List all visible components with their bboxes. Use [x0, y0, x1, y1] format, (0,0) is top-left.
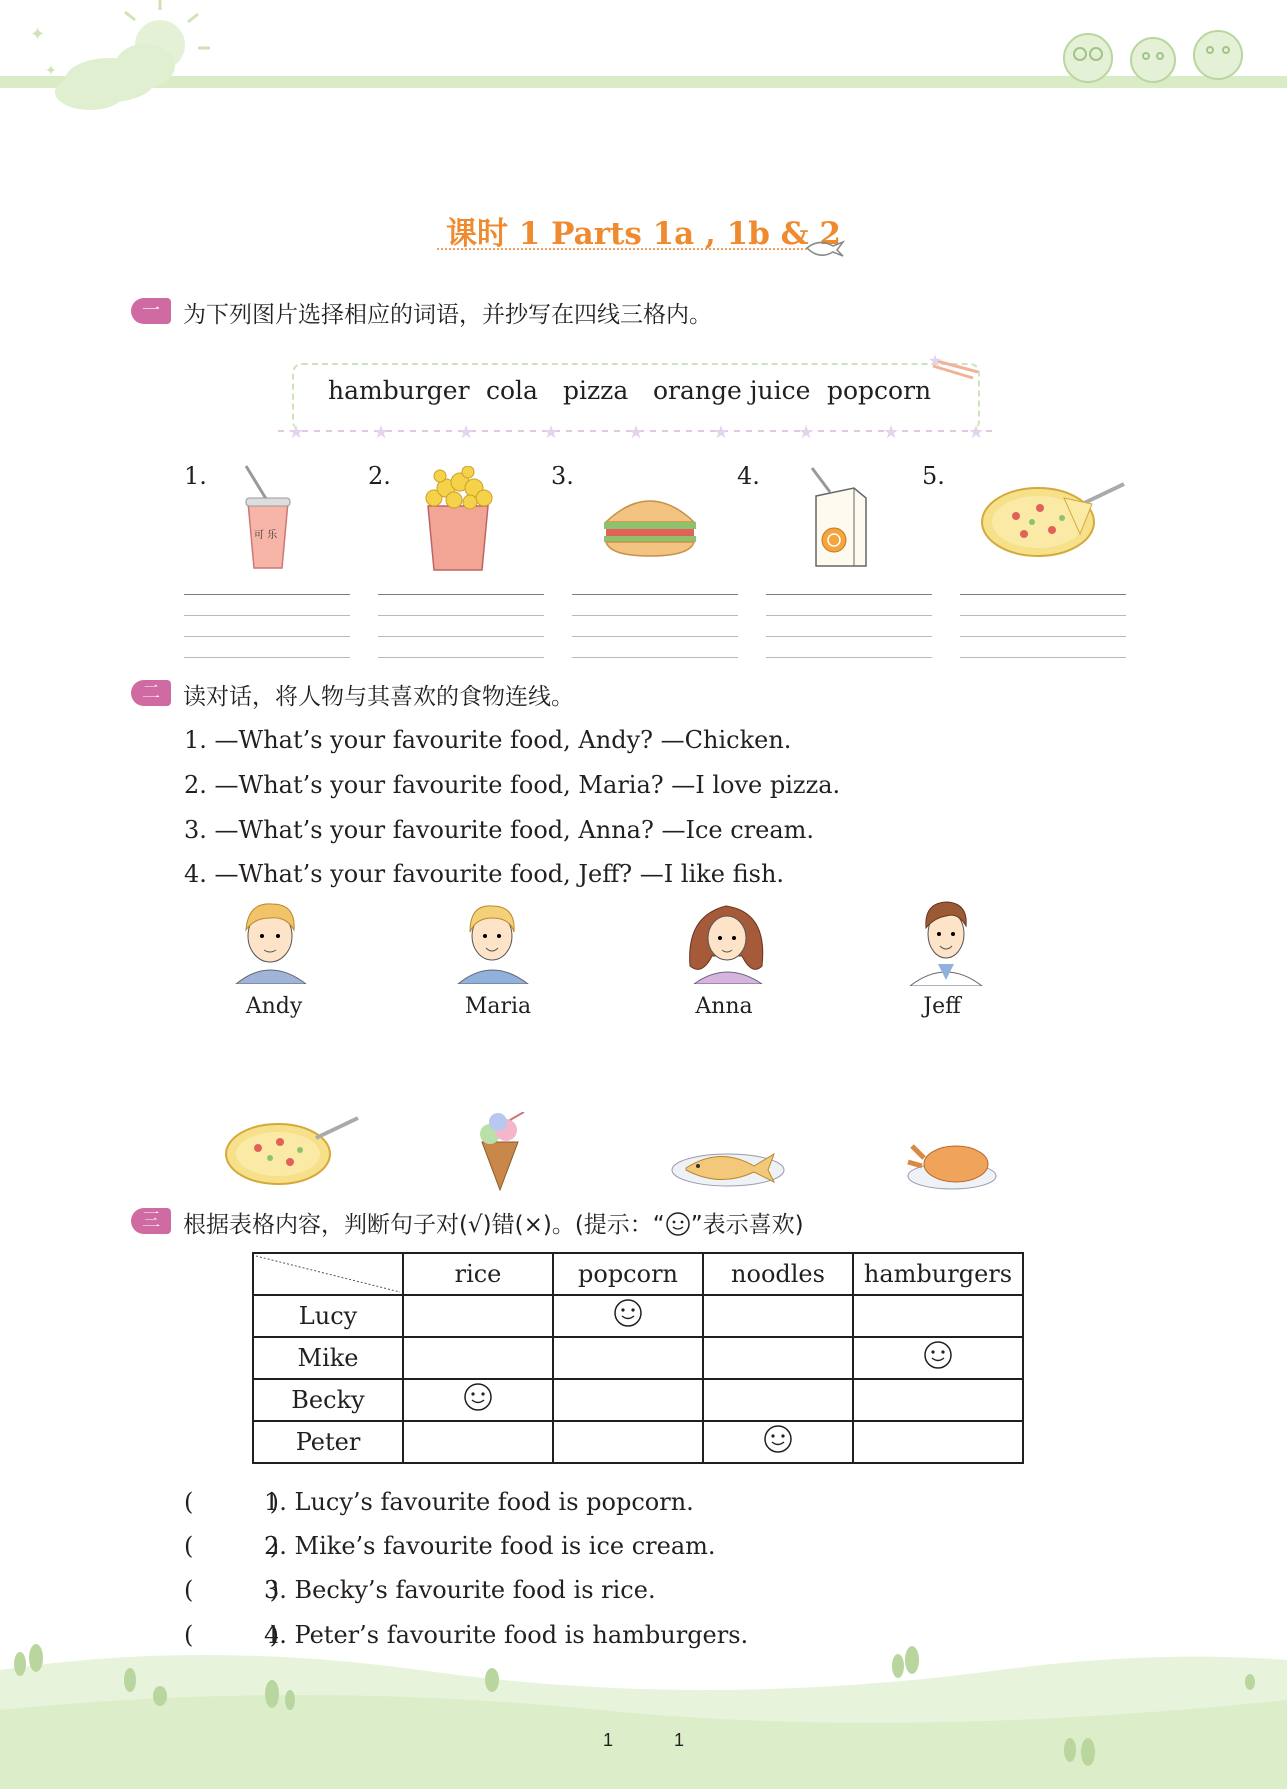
page-number	[0, 1730, 1287, 1751]
answer-blank[interactable]: ( )	[184, 1532, 280, 1560]
svg-text:★: ★	[628, 422, 645, 440]
animal-faces-decoration	[1058, 20, 1258, 85]
answer-blank[interactable]: ( )	[184, 1488, 280, 1516]
svg-text:★: ★	[798, 422, 815, 440]
column-header: popcorn	[553, 1253, 703, 1295]
table-corner-cell	[253, 1253, 403, 1295]
smiley-icon	[665, 1211, 691, 1237]
writing-lines[interactable]	[378, 594, 544, 660]
ice-cream-icon	[470, 1112, 530, 1192]
person-name: Andy	[245, 994, 303, 1019]
person-name: Maria	[464, 994, 532, 1019]
question-text: 4. Peter’s favourite food is hamburgers.	[264, 1621, 749, 1649]
judgement-question	[184, 1532, 716, 1560]
table-cell	[853, 1337, 1023, 1379]
pizza-icon	[980, 478, 1128, 560]
svg-text:★: ★	[713, 422, 730, 440]
section3-instruction-a: 根据表格内容，判断句子对(√)错(×)。(提示：“	[183, 1212, 665, 1238]
table-cell	[553, 1295, 703, 1337]
dialogue-line: 2. —What’s your favourite food, Maria? —I love pizza.	[184, 771, 841, 799]
section1-badge: 一	[131, 298, 171, 324]
corner-diagonal	[254, 1254, 402, 1294]
likes-table	[252, 1252, 1024, 1464]
table-cell	[703, 1295, 853, 1337]
row-name: Mike	[253, 1337, 403, 1379]
table-row	[253, 1337, 1023, 1379]
question-text: 3. Becky’s favourite food is rice.	[264, 1576, 656, 1604]
writing-lines[interactable]	[766, 594, 932, 660]
fish-icon	[670, 1140, 786, 1190]
table-row	[253, 1379, 1023, 1421]
column-header: noodles	[703, 1253, 853, 1295]
dialogue-line: 3. —What’s your favourite food, Anna? —Ice cream.	[184, 816, 815, 844]
section3-instruction-b: ”表示喜欢)	[690, 1212, 804, 1238]
word-bank-item: cola	[486, 376, 538, 405]
title-underline	[437, 248, 807, 250]
cola-cup-text: 可 乐	[254, 530, 278, 541]
table-cell	[703, 1421, 853, 1463]
column-header: rice	[403, 1253, 553, 1295]
table-cell	[403, 1421, 553, 1463]
answer-blank[interactable]: ( )	[184, 1576, 280, 1604]
item-number: 1.	[184, 462, 207, 490]
section3-instruction	[183, 1206, 804, 1239]
dialogue-line: 4. —What’s your favourite food, Jeff? —I like fish.	[184, 860, 785, 888]
shooting-star-icon	[928, 350, 983, 380]
hills-decoration	[0, 1640, 1287, 1789]
chicken-icon	[904, 1132, 1000, 1192]
word-bank-item: popcorn	[827, 376, 932, 405]
person-name: Jeff	[923, 994, 961, 1019]
table-cell	[403, 1295, 553, 1337]
person-name: Anna	[695, 994, 753, 1019]
writing-lines[interactable]	[184, 594, 350, 660]
star-border-decoration	[278, 422, 998, 440]
table-row	[253, 1295, 1023, 1337]
table-cell	[703, 1379, 853, 1421]
judgement-question	[184, 1576, 656, 1604]
smiley-icon	[613, 1298, 643, 1334]
table-cell	[703, 1337, 853, 1379]
svg-text:★: ★	[883, 422, 900, 440]
question-text: 2. Mike’s favourite food is ice cream.	[264, 1532, 716, 1560]
section2-instruction: 读对话，将人物与其喜欢的食物连线。	[183, 684, 574, 710]
table-cell	[553, 1421, 703, 1463]
section3-badge: 三	[131, 1208, 171, 1234]
writing-lines[interactable]	[960, 594, 1126, 660]
question-text: 1. Lucy’s favourite food is popcorn.	[264, 1488, 694, 1516]
dialogue-line: 1. —What’s your favourite food, Andy? —Chicken.	[184, 726, 792, 754]
svg-text:★: ★	[543, 422, 560, 440]
svg-text:★: ★	[928, 351, 943, 370]
svg-text:✦: ✦	[45, 63, 57, 79]
item-number: 4.	[737, 462, 760, 490]
table-cell	[403, 1379, 553, 1421]
column-header: hamburgers	[853, 1253, 1023, 1295]
table-cell	[553, 1379, 703, 1421]
row-name: Becky	[253, 1379, 403, 1421]
svg-text:★: ★	[288, 422, 305, 440]
svg-text:★: ★	[458, 422, 475, 440]
svg-text:★: ★	[373, 422, 390, 440]
row-name: Peter	[253, 1421, 403, 1463]
popcorn-icon	[418, 466, 498, 572]
sun-cloud-decoration	[20, 0, 210, 115]
writing-lines[interactable]	[572, 594, 738, 660]
page-title: 课时 1 Parts 1a , 1b & 2	[445, 216, 842, 252]
judgement-question	[184, 1488, 694, 1516]
smiley-icon	[463, 1382, 493, 1418]
svg-text:✦: ✦	[30, 24, 46, 45]
orange-juice-icon	[808, 466, 874, 572]
table-row	[253, 1421, 1023, 1463]
item-number: 3.	[551, 462, 574, 490]
pizza-icon	[224, 1112, 360, 1188]
item-number: 5.	[922, 462, 945, 490]
hamburger-icon	[600, 488, 700, 558]
section2-badge: 二	[131, 680, 171, 706]
table-cell	[403, 1337, 553, 1379]
page-number-right: 1	[674, 1730, 685, 1750]
page-number-left: 1	[602, 1730, 613, 1750]
svg-text:★: ★	[968, 422, 985, 440]
cola-icon	[238, 462, 298, 572]
table-cell	[853, 1421, 1023, 1463]
item-number: 2.	[368, 462, 391, 490]
anna-portrait	[682, 896, 772, 984]
maria-portrait	[452, 896, 532, 984]
andy-portrait	[230, 896, 310, 984]
table-cell	[853, 1379, 1023, 1421]
smiley-icon	[763, 1424, 793, 1460]
jeff-portrait	[906, 894, 986, 986]
word-bank-item: orange juice	[653, 376, 811, 405]
section1-instruction: 为下列图片选择相应的词语，并抄写在四线三格内。	[183, 302, 712, 328]
table-cell	[553, 1337, 703, 1379]
word-bank-item: hamburger	[328, 376, 470, 405]
answer-blank[interactable]: ( )	[184, 1621, 280, 1649]
row-name: Lucy	[253, 1295, 403, 1337]
smiley-icon	[923, 1340, 953, 1376]
table-cell	[853, 1295, 1023, 1337]
word-bank-item: pizza	[563, 376, 629, 405]
bird-icon	[805, 236, 845, 260]
